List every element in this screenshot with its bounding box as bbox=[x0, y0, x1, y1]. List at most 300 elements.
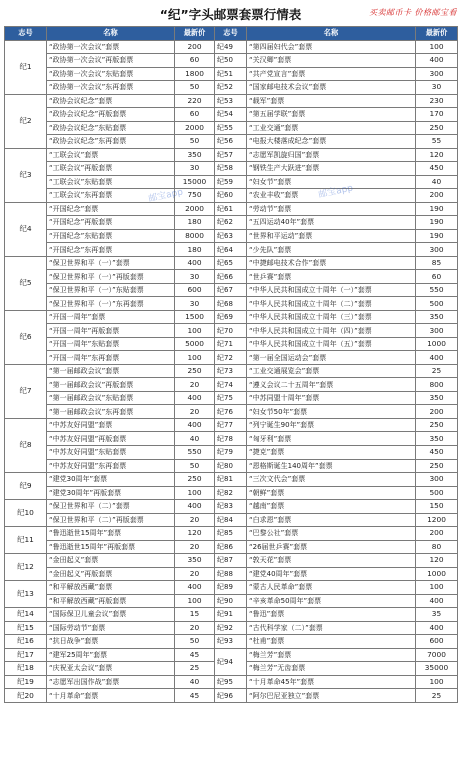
issue-code-cell: 纪49 bbox=[215, 40, 247, 54]
price-cell: 200 bbox=[416, 527, 458, 541]
set-name-cell: “中苏友好同盟”东贴套票 bbox=[47, 445, 175, 459]
table-row bbox=[5, 202, 458, 216]
table-row bbox=[5, 54, 458, 68]
issue-code-cell: 纪78 bbox=[215, 432, 247, 446]
table-row bbox=[5, 135, 458, 149]
set-name-cell: “第一届邮政会议”套票 bbox=[47, 364, 175, 378]
price-cell: 200 bbox=[175, 40, 215, 54]
price-cell: 250 bbox=[416, 418, 458, 432]
price-cell: 500 bbox=[416, 486, 458, 500]
price-cell: 300 bbox=[416, 243, 458, 257]
issue-code-cell: 纪12 bbox=[5, 554, 47, 581]
set-name-cell: “十月革命45年”套票 bbox=[247, 675, 416, 689]
table-row bbox=[5, 229, 458, 243]
table-row bbox=[5, 189, 458, 203]
price-cell: 45 bbox=[175, 648, 215, 662]
price-cell: 350 bbox=[175, 148, 215, 162]
price-cell: 25 bbox=[416, 689, 458, 703]
price-cell: 35000 bbox=[416, 662, 458, 676]
table-row bbox=[5, 391, 458, 405]
set-name-cell: “政协会议纪念”东贴套票 bbox=[47, 121, 175, 135]
issue-code-cell: 纪83 bbox=[215, 500, 247, 514]
table-row bbox=[5, 500, 458, 514]
set-name-cell: “第一届邮政会议”东再套票 bbox=[47, 405, 175, 419]
price-cell: 2000 bbox=[175, 202, 215, 216]
price-cell: 230 bbox=[416, 94, 458, 108]
issue-code-cell: 纪70 bbox=[215, 324, 247, 338]
issue-code-cell: 纪79 bbox=[215, 445, 247, 459]
price-cell: 15000 bbox=[175, 175, 215, 189]
set-name-cell: “中苏同盟十周年”套票 bbox=[247, 391, 416, 405]
issue-code-cell: 纪66 bbox=[215, 270, 247, 284]
set-name-cell: “工业交通”套票 bbox=[247, 121, 416, 135]
price-cell: 400 bbox=[416, 54, 458, 68]
issue-code-cell: 纪2 bbox=[5, 94, 47, 148]
price-cell: 100 bbox=[175, 351, 215, 365]
issue-code-cell: 纪62 bbox=[215, 216, 247, 230]
set-name-cell: “少先队”套票 bbox=[247, 243, 416, 257]
issue-code-cell: 纪5 bbox=[5, 256, 47, 310]
set-name-cell: “蒙古人民革命”套票 bbox=[247, 581, 416, 595]
issue-code-cell: 纪86 bbox=[215, 540, 247, 554]
issue-code-cell: 纪19 bbox=[5, 675, 47, 689]
price-cell: 5000 bbox=[175, 337, 215, 351]
table-row bbox=[5, 540, 458, 554]
issue-code-cell: 纪84 bbox=[215, 513, 247, 527]
col-header-name: 名称 bbox=[47, 27, 175, 41]
issue-code-cell: 纪81 bbox=[215, 473, 247, 487]
issue-code-cell: 纪20 bbox=[5, 689, 47, 703]
issue-code-cell: 纪61 bbox=[215, 202, 247, 216]
set-name-cell: “志愿军出国作战”套票 bbox=[47, 675, 175, 689]
issue-code-cell: 纪68 bbox=[215, 297, 247, 311]
price-cell: 300 bbox=[416, 473, 458, 487]
price-cell: 20 bbox=[175, 567, 215, 581]
price-cell: 35 bbox=[416, 608, 458, 622]
col-header-code: 志号 bbox=[5, 27, 47, 41]
price-cell: 250 bbox=[175, 364, 215, 378]
issue-code-cell: 纪96 bbox=[215, 689, 247, 703]
watermark-stamp: 买卖邮币卡 价格邮宝看 bbox=[368, 8, 457, 17]
price-cell: 40 bbox=[175, 675, 215, 689]
issue-code-cell: 纪57 bbox=[215, 148, 247, 162]
set-name-cell: “白求恩”套票 bbox=[247, 513, 416, 527]
table-row bbox=[5, 418, 458, 432]
set-name-cell: “政协第一次会议”东贴套票 bbox=[47, 67, 175, 81]
issue-code-cell: 纪76 bbox=[215, 405, 247, 419]
table-row bbox=[5, 675, 458, 689]
set-name-cell: “五四运动40年”套票 bbox=[247, 216, 416, 230]
set-name-cell: “保卫世界和平（一）”套票 bbox=[47, 256, 175, 270]
table-row bbox=[5, 513, 458, 527]
table-row bbox=[5, 445, 458, 459]
set-name-cell: “工联会议”套票 bbox=[47, 148, 175, 162]
issue-code-cell: 纪82 bbox=[215, 486, 247, 500]
set-name-cell: “农业丰收”套票 bbox=[247, 189, 416, 203]
price-cell: 180 bbox=[175, 216, 215, 230]
col-header-price: 最新价 bbox=[416, 27, 458, 41]
issue-code-cell: 纪64 bbox=[215, 243, 247, 257]
set-name-cell: “开国一周年”东再套票 bbox=[47, 351, 175, 365]
price-cell: 20 bbox=[175, 405, 215, 419]
set-name-cell: “世界和平运动”套票 bbox=[247, 229, 416, 243]
table-row bbox=[5, 432, 458, 446]
price-cell: 2000 bbox=[175, 121, 215, 135]
issue-code-cell: 纪13 bbox=[5, 581, 47, 608]
price-cell: 80 bbox=[416, 540, 458, 554]
set-name-cell: “工联会议”东再套票 bbox=[47, 189, 175, 203]
price-cell: 600 bbox=[416, 635, 458, 649]
price-cell: 100 bbox=[416, 675, 458, 689]
price-cell: 400 bbox=[416, 594, 458, 608]
set-name-cell: “第一届全国运动会”套票 bbox=[247, 351, 416, 365]
set-name-cell: “十月革命”套票 bbox=[47, 689, 175, 703]
table-row bbox=[5, 405, 458, 419]
price-cell: 8000 bbox=[175, 229, 215, 243]
table-row bbox=[5, 337, 458, 351]
issue-code-cell: 纪60 bbox=[215, 189, 247, 203]
price-cell: 1000 bbox=[416, 337, 458, 351]
issue-code-cell: 纪56 bbox=[215, 135, 247, 149]
price-cell: 85 bbox=[416, 256, 458, 270]
price-cell: 40 bbox=[416, 175, 458, 189]
set-name-cell: “中华人民共和国成立十周年（五）”套票 bbox=[247, 337, 416, 351]
price-cell: 350 bbox=[416, 432, 458, 446]
price-cell: 450 bbox=[416, 445, 458, 459]
table-row bbox=[5, 459, 458, 473]
set-name-cell: “载军”套票 bbox=[247, 94, 416, 108]
price-cell: 30 bbox=[175, 297, 215, 311]
table-row bbox=[5, 243, 458, 257]
set-name-cell: “建军25周年”套票 bbox=[47, 648, 175, 662]
price-cell: 300 bbox=[416, 324, 458, 338]
issue-code-cell: 纪77 bbox=[215, 418, 247, 432]
price-cell: 550 bbox=[175, 445, 215, 459]
issue-code-cell: 纪74 bbox=[215, 378, 247, 392]
price-cell: 400 bbox=[416, 351, 458, 365]
set-name-cell: “第五届学联”套票 bbox=[247, 108, 416, 122]
price-cell: 1800 bbox=[175, 67, 215, 81]
issue-code-cell: 纪9 bbox=[5, 473, 47, 500]
table-header-row bbox=[5, 27, 458, 41]
issue-code-cell: 纪4 bbox=[5, 202, 47, 256]
price-cell: 190 bbox=[416, 202, 458, 216]
set-name-cell: “鲁迅逝世15周年”再版套票 bbox=[47, 540, 175, 554]
set-name-cell: “开国一周年”套票 bbox=[47, 310, 175, 324]
set-name-cell: “第一届邮政会议”东贴套票 bbox=[47, 391, 175, 405]
set-name-cell: “抗日战争”套票 bbox=[47, 635, 175, 649]
issue-code-cell: 纪85 bbox=[215, 527, 247, 541]
price-cell: 100 bbox=[175, 324, 215, 338]
issue-code-cell: 纪3 bbox=[5, 148, 47, 202]
price-cell: 25 bbox=[175, 662, 215, 676]
issue-code-cell: 纪1 bbox=[5, 40, 47, 94]
table-row bbox=[5, 581, 458, 595]
set-name-cell: “国际劳动节”套票 bbox=[47, 621, 175, 635]
price-cell: 25 bbox=[416, 364, 458, 378]
table-row bbox=[5, 270, 458, 284]
table-row bbox=[5, 554, 458, 568]
issue-code-cell: 纪50 bbox=[215, 54, 247, 68]
issue-code-cell: 纪55 bbox=[215, 121, 247, 135]
price-cell: 190 bbox=[416, 229, 458, 243]
set-name-cell: “国家邮电技术会议”套票 bbox=[247, 81, 416, 95]
set-name-cell: “列宁诞生90年”套票 bbox=[247, 418, 416, 432]
issue-code-cell: 纪69 bbox=[215, 310, 247, 324]
set-name-cell: “政协第一次会议”东再套票 bbox=[47, 81, 175, 95]
issue-code-cell: 纪17 bbox=[5, 648, 47, 662]
price-cell: 7000 bbox=[416, 648, 458, 662]
price-cell: 45 bbox=[175, 689, 215, 703]
price-cell: 50 bbox=[175, 635, 215, 649]
price-cell: 50 bbox=[175, 459, 215, 473]
set-name-cell: “开国纪念”东再套票 bbox=[47, 243, 175, 257]
page-header bbox=[0, 0, 461, 26]
price-cell: 1000 bbox=[416, 567, 458, 581]
price-cell: 60 bbox=[416, 270, 458, 284]
set-name-cell: “敦天花”套票 bbox=[247, 554, 416, 568]
set-name-cell: “工联会议”再版套票 bbox=[47, 162, 175, 176]
set-name-cell: “金田起义”套票 bbox=[47, 554, 175, 568]
set-name-cell: “电报大楼落成纪念”套票 bbox=[247, 135, 416, 149]
price-cell: 100 bbox=[175, 486, 215, 500]
price-cell: 100 bbox=[416, 581, 458, 595]
set-name-cell: “古代科学家（二）”套票 bbox=[247, 621, 416, 635]
set-name-cell: “政协会议纪念”再版套票 bbox=[47, 108, 175, 122]
table-row bbox=[5, 689, 458, 703]
set-name-cell: “开国纪念”再版套票 bbox=[47, 216, 175, 230]
set-name-cell: “保卫世界和平（一）”再版套票 bbox=[47, 270, 175, 284]
set-name-cell: “开国纪念”套票 bbox=[47, 202, 175, 216]
table-row bbox=[5, 310, 458, 324]
page-title: “纪”字头邮票套票行情表 bbox=[159, 7, 302, 22]
set-name-cell: “开国一周年”再版套票 bbox=[47, 324, 175, 338]
set-name-cell: “三次文代会”套票 bbox=[247, 473, 416, 487]
price-cell: 200 bbox=[416, 405, 458, 419]
price-cell: 20 bbox=[175, 513, 215, 527]
price-cell: 400 bbox=[175, 418, 215, 432]
issue-code-cell: 纪58 bbox=[215, 162, 247, 176]
set-name-cell: “中苏友好同盟”再版套票 bbox=[47, 432, 175, 446]
price-cell: 1500 bbox=[175, 310, 215, 324]
price-cell: 450 bbox=[416, 162, 458, 176]
set-name-cell: “世乒赛”套票 bbox=[247, 270, 416, 284]
set-name-cell: “钢铁生产大跃进”套票 bbox=[247, 162, 416, 176]
table-row bbox=[5, 256, 458, 270]
issue-code-cell: 纪10 bbox=[5, 500, 47, 527]
table-row bbox=[5, 297, 458, 311]
set-name-cell: “杜甫”套票 bbox=[247, 635, 416, 649]
price-cell: 20 bbox=[175, 378, 215, 392]
issue-code-cell: 纪18 bbox=[5, 662, 47, 676]
price-cell: 120 bbox=[416, 148, 458, 162]
issue-code-cell: 纪51 bbox=[215, 67, 247, 81]
price-cell: 400 bbox=[175, 500, 215, 514]
issue-code-cell: 纪71 bbox=[215, 337, 247, 351]
set-name-cell: “中华人民共和国成立十周年（三）”套票 bbox=[247, 310, 416, 324]
col-header-code: 志号 bbox=[215, 27, 247, 41]
table-row bbox=[5, 364, 458, 378]
set-name-cell: “建党30周年”套票 bbox=[47, 473, 175, 487]
price-cell: 350 bbox=[416, 391, 458, 405]
issue-code-cell: 纪59 bbox=[215, 175, 247, 189]
set-name-cell: “辛亥革命50周年”套票 bbox=[247, 594, 416, 608]
issue-code-cell: 纪65 bbox=[215, 256, 247, 270]
set-name-cell: “中苏友好同盟”套票 bbox=[47, 418, 175, 432]
set-name-cell: “劳动节”套票 bbox=[247, 202, 416, 216]
table-row bbox=[5, 648, 458, 662]
issue-code-cell: 纪15 bbox=[5, 621, 47, 635]
price-cell: 50 bbox=[175, 135, 215, 149]
issue-code-cell: 纪16 bbox=[5, 635, 47, 649]
table-row bbox=[5, 148, 458, 162]
price-cell: 350 bbox=[416, 310, 458, 324]
issue-code-cell: 纪7 bbox=[5, 364, 47, 418]
set-name-cell: “开国一周年”东贴套票 bbox=[47, 337, 175, 351]
table-row bbox=[5, 175, 458, 189]
price-cell: 100 bbox=[175, 594, 215, 608]
set-name-cell: “梅兰芳”无齿套票 bbox=[247, 662, 416, 676]
set-name-cell: “保卫世界和平（一）”东再套票 bbox=[47, 297, 175, 311]
table-row bbox=[5, 40, 458, 54]
price-cell: 250 bbox=[175, 473, 215, 487]
set-name-cell: “政协会议纪念”套票 bbox=[47, 94, 175, 108]
set-name-cell: “政协会议纪念”东再套票 bbox=[47, 135, 175, 149]
set-name-cell: “开国纪念”东贴套票 bbox=[47, 229, 175, 243]
price-cell: 800 bbox=[416, 378, 458, 392]
issue-code-cell: 纪72 bbox=[215, 351, 247, 365]
price-cell: 150 bbox=[416, 500, 458, 514]
table-row bbox=[5, 378, 458, 392]
price-cell: 30 bbox=[175, 162, 215, 176]
price-cell: 50 bbox=[175, 81, 215, 95]
price-cell: 600 bbox=[175, 283, 215, 297]
price-cell: 200 bbox=[416, 189, 458, 203]
table-row bbox=[5, 324, 458, 338]
price-cell: 500 bbox=[416, 297, 458, 311]
set-name-cell: “国际保卫儿童会议”套票 bbox=[47, 608, 175, 622]
table-row bbox=[5, 67, 458, 81]
set-name-cell: “妇女节50年”套票 bbox=[247, 405, 416, 419]
set-name-cell: “工业交通展览会”套票 bbox=[247, 364, 416, 378]
set-name-cell: “保卫世界和平（二）”套票 bbox=[47, 500, 175, 514]
set-name-cell: “金田起义”再版套票 bbox=[47, 567, 175, 581]
set-name-cell: “中华人民共和国成立十周年（四）”套票 bbox=[247, 324, 416, 338]
set-name-cell: “保卫世界和平（一）”东贴套票 bbox=[47, 283, 175, 297]
issue-code-cell: 纪67 bbox=[215, 283, 247, 297]
issue-code-cell: 纪53 bbox=[215, 94, 247, 108]
price-cell: 250 bbox=[416, 459, 458, 473]
issue-code-cell: 纪87 bbox=[215, 554, 247, 568]
table-row bbox=[5, 635, 458, 649]
app-watermark: 邮宝app bbox=[317, 183, 354, 201]
table-row bbox=[5, 567, 458, 581]
issue-code-cell: 纪88 bbox=[215, 567, 247, 581]
table-row bbox=[5, 108, 458, 122]
set-name-cell: “政协第一次会议”套票 bbox=[47, 40, 175, 54]
set-name-cell: “巴黎公社”套票 bbox=[247, 527, 416, 541]
table-row bbox=[5, 283, 458, 297]
table-row bbox=[5, 216, 458, 230]
set-name-cell: “匈牙利”套票 bbox=[247, 432, 416, 446]
table-row bbox=[5, 162, 458, 176]
price-cell: 220 bbox=[175, 94, 215, 108]
price-cell: 350 bbox=[175, 554, 215, 568]
issue-code-cell: 纪93 bbox=[215, 635, 247, 649]
price-table bbox=[4, 26, 458, 703]
set-name-cell: “鲁迅”套票 bbox=[247, 608, 416, 622]
price-cell: 30 bbox=[175, 270, 215, 284]
issue-code-cell: 纪75 bbox=[215, 391, 247, 405]
set-name-cell: “共产党宣言”套票 bbox=[247, 67, 416, 81]
price-cell: 1200 bbox=[416, 513, 458, 527]
set-name-cell: “阿尔巴尼亚独立”套票 bbox=[247, 689, 416, 703]
issue-code-cell: 纪90 bbox=[215, 594, 247, 608]
table-row bbox=[5, 94, 458, 108]
price-cell: 120 bbox=[416, 554, 458, 568]
set-name-cell: “关汉卿”套票 bbox=[247, 54, 416, 68]
set-name-cell: “第四届妇代会”套票 bbox=[247, 40, 416, 54]
set-name-cell: “和平解放西藏”再版套票 bbox=[47, 594, 175, 608]
set-name-cell: “恩格斯诞生140周年”套票 bbox=[247, 459, 416, 473]
set-name-cell: “捷克”套票 bbox=[247, 445, 416, 459]
set-name-cell: “中华人民共和国成立十周年（二）”套票 bbox=[247, 297, 416, 311]
set-name-cell: “26届世乒赛”套票 bbox=[247, 540, 416, 554]
table-row bbox=[5, 121, 458, 135]
table-row bbox=[5, 486, 458, 500]
set-name-cell: “庆祝亚太会议”套票 bbox=[47, 662, 175, 676]
table-row bbox=[5, 527, 458, 541]
set-name-cell: “政协第一次会议”再版套票 bbox=[47, 54, 175, 68]
price-cell: 55 bbox=[416, 135, 458, 149]
table-row bbox=[5, 473, 458, 487]
set-name-cell: “越南”套票 bbox=[247, 500, 416, 514]
set-name-cell: “鲁迅逝世15周年”套票 bbox=[47, 527, 175, 541]
price-cell: 120 bbox=[175, 527, 215, 541]
price-cell: 400 bbox=[416, 621, 458, 635]
table-row bbox=[5, 621, 458, 635]
price-cell: 40 bbox=[175, 432, 215, 446]
set-name-cell: “保卫世界和平（二）”再版套票 bbox=[47, 513, 175, 527]
issue-code-cell: 纪94 bbox=[215, 648, 247, 675]
set-name-cell: “中华人民共和国成立十周年（一）”套票 bbox=[247, 283, 416, 297]
table-row bbox=[5, 594, 458, 608]
issue-code-cell: 纪52 bbox=[215, 81, 247, 95]
price-cell: 15 bbox=[175, 608, 215, 622]
issue-code-cell: 纪89 bbox=[215, 581, 247, 595]
set-name-cell: “妇女节”套票 bbox=[247, 175, 416, 189]
issue-code-cell: 纪92 bbox=[215, 621, 247, 635]
price-cell: 190 bbox=[416, 216, 458, 230]
set-name-cell: “中捷邮电技术合作”套票 bbox=[247, 256, 416, 270]
set-name-cell: “工联会议”东贴套票 bbox=[47, 175, 175, 189]
table-row bbox=[5, 81, 458, 95]
set-name-cell: “建党30周年”再版套票 bbox=[47, 486, 175, 500]
issue-code-cell: 纪11 bbox=[5, 527, 47, 554]
price-cell: 20 bbox=[175, 621, 215, 635]
table-row bbox=[5, 608, 458, 622]
price-cell: 180 bbox=[175, 243, 215, 257]
price-cell: 400 bbox=[175, 256, 215, 270]
col-header-name: 名称 bbox=[247, 27, 416, 41]
issue-code-cell: 纪80 bbox=[215, 459, 247, 473]
set-name-cell: “中苏友好同盟”东再套票 bbox=[47, 459, 175, 473]
table-row bbox=[5, 351, 458, 365]
price-cell: 750 bbox=[175, 189, 215, 203]
set-name-cell: “朝鲜”套票 bbox=[247, 486, 416, 500]
issue-code-cell: 纪8 bbox=[5, 418, 47, 472]
issue-code-cell: 纪14 bbox=[5, 608, 47, 622]
